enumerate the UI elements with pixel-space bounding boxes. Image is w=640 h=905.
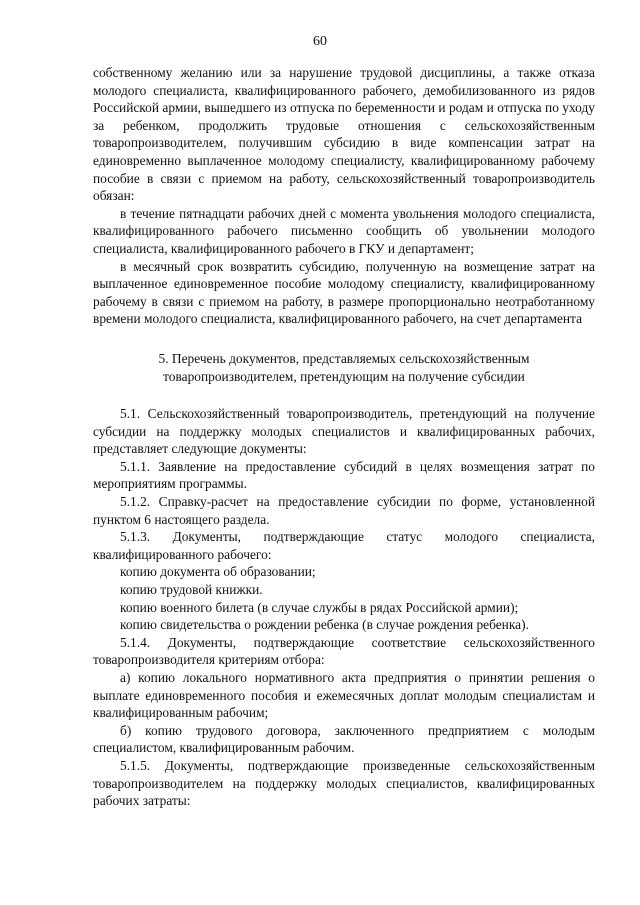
list-item: б) копию трудового договора, заключенного предприятием с молодым специалистом, квалифицированным рабочим. [93,722,595,756]
page-number: 60 [313,34,327,49]
list-item: копию свидетельства о рождении ребенка (в случае рождения ребенка). [120,617,529,633]
list-item: 5.1.2. Справку-расчет на предоставление субсидии по форме, установленной пунктом 6 настоящего раздела. [93,494,595,527]
section-heading [93,350,595,385]
list-item: 5.1. Сельскохозяйственный товаропроизводитель, претендующий на получение субсидии на поддержку молодых специалистов и квалифицированных рабочих, представляет следующие документы: [93,406,595,457]
list-item: 5.1.3. Документы, подтверждающие статус молодого специалиста, квалифицированного рабочего: [93,529,595,562]
list-item: 5.1.1. Заявление на предоставление субсидий в целях возмещения затрат по мероприятиям программы. [93,458,595,492]
list-item: копию трудовой книжки. [120,582,263,598]
list-item: 5.1.4. Документы, подтверждающие соответствие сельскохозяйственного товаропроизводителя критериям отбора: [93,634,595,668]
paragraph: в месячный срок возвратить субсидию, полученную на возмещение затрат на выплаченное единовременное пособие молодому специалисту, квалифицированному рабочему в связи с приемом на работу, в размере пропорционально неотработанному времени молодого специалиста, квалифицированного рабочего, на счет департамента [93,258,595,327]
paragraph: собственному желанию или за нарушение трудовой дисциплины, а также отказа молодого специалиста, квалифицированного рабочего, демобилизованного из рядов Российской армии, вышедшего из отпуска по беременности и родам и отпуска по уходу за ребенком, продолжить трудовые отношения с сельскохозяйственным товаропроизводителем, получившим субсидию в виде компенсации затрат на единовременно выплаченное молодому специалисту, квалифицированному рабочему пособие в связи с приемом на работу, сельскохозяйственный товаропроизводитель обязан: [93,65,595,204]
list-item: копию документа об образовании; [120,564,316,580]
list-item: копию военного билета (в случае службы в рядах Российской армии); [120,599,519,615]
list-item: 5.1.5. Документы, подтверждающие произведенные сельскохозяйственным товаропроизводителем на поддержку молодых специалистов, квалифицированных рабочих затраты: [93,757,595,809]
section-heading-line: товаропроизводителем, претендующим на получение субсидии [163,368,525,384]
list-item: а) копию локального нормативного акта предприятия о принятии решения о выплате единовременного пособия и ежемесячных доплат молодым специалистам и квалифицированным рабочим; [93,670,595,721]
paragraph: в течение пятнадцати рабочих дней с момента увольнения молодого специалиста, квалифицированного рабочего письменно сообщить об увольнении молодого специалиста, квалифицированного рабочего в ГКУ и департамент; [93,205,595,256]
section-heading-line: 5. Перечень документов, представляемых сельскохозяйственным [158,350,530,366]
document-body [93,64,595,810]
